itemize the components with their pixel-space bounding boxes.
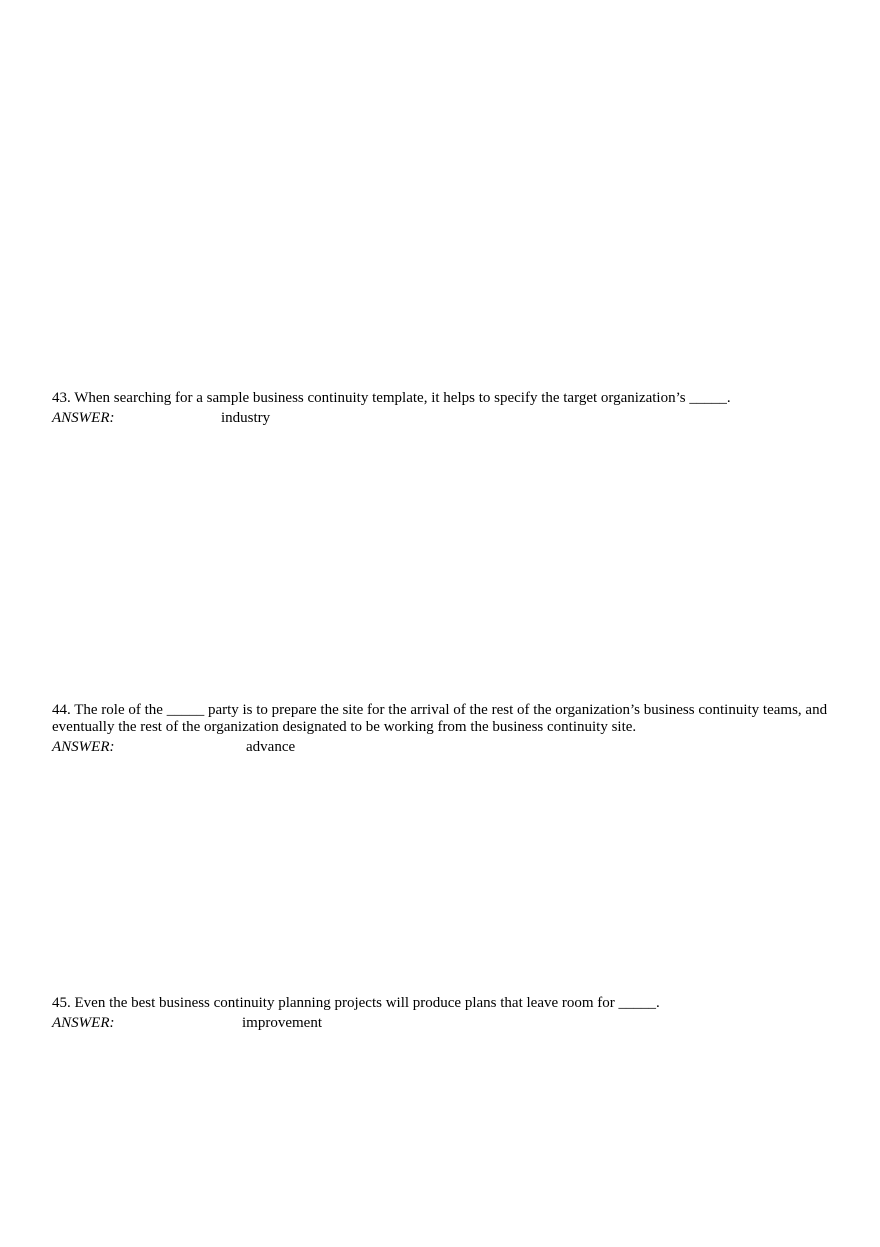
answer-label: ANSWER: [52, 1015, 115, 1031]
answer-row [52, 739, 832, 759]
question-text: 45. Even the best business continuity planning projects will produce plans that leave room for _____. [52, 995, 660, 1011]
question-text: 44. The role of the _____ party is to prepare the site for the arrival of the rest of the organization’s business continuity teams, and eventually the rest of the organization designated to be working from the business continuity site. [52, 702, 831, 735]
question-text: 43. When searching for a sample business continuity template, it helps to specify the target organization’s _____. [52, 390, 731, 406]
answer-label: ANSWER: [52, 739, 115, 755]
question-45 [52, 995, 832, 1035]
answer-value: improvement [242, 1015, 322, 1031]
answer-label: ANSWER: [52, 410, 115, 426]
answer-row [52, 410, 832, 430]
question-43 [52, 390, 832, 430]
answer-value: industry [221, 410, 271, 426]
answer-value: advance [246, 739, 296, 755]
answer-row [52, 1015, 832, 1035]
question-44 [52, 702, 832, 759]
